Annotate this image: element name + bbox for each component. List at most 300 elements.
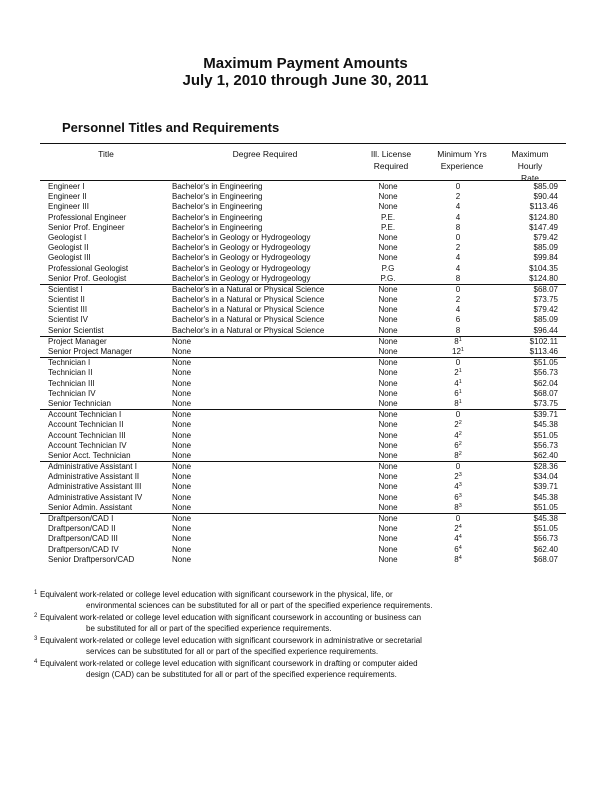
title-cell: Professional Engineer bbox=[48, 212, 127, 222]
experience-cell bbox=[440, 472, 476, 482]
rate-cell: $73.75 bbox=[533, 398, 558, 408]
license-cell: None bbox=[378, 315, 398, 325]
title-cell: Draftperson/CAD III bbox=[48, 534, 118, 544]
experience-value: 6 bbox=[454, 440, 459, 450]
experience-value: 4 bbox=[454, 430, 459, 440]
table-top-rule bbox=[40, 143, 566, 144]
footnote-marker: 1 bbox=[458, 378, 462, 385]
license-cell: P.G. bbox=[380, 273, 396, 283]
experience-value: 8 bbox=[455, 273, 461, 283]
experience-cell bbox=[440, 431, 476, 441]
rate-cell: $51.05 bbox=[533, 502, 558, 512]
table-row bbox=[40, 202, 566, 212]
license-cell: None bbox=[378, 472, 398, 482]
degree-cell: Bachelor's in a Natural or Physical Science bbox=[172, 315, 325, 325]
footnote bbox=[34, 613, 560, 634]
rate-cell: $124.80 bbox=[529, 212, 558, 222]
license-cell: None bbox=[378, 295, 398, 305]
rate-cell: $85.09 bbox=[533, 182, 558, 191]
table-row bbox=[40, 493, 566, 503]
rate-cell: $45.38 bbox=[533, 514, 558, 523]
experience-cell bbox=[440, 347, 476, 357]
degree-cell: Bachelor's in a Natural or Physical Science bbox=[172, 284, 325, 294]
table-row bbox=[40, 420, 566, 430]
rate-cell: $51.05 bbox=[533, 358, 558, 368]
column-header-license: Ill. License Required bbox=[370, 149, 412, 171]
experience-cell bbox=[440, 223, 476, 233]
experience-value: 2 bbox=[454, 368, 459, 378]
footnote-marker: 3 bbox=[458, 492, 462, 499]
title-cell: Geologist II bbox=[48, 243, 89, 253]
experience-cell bbox=[440, 482, 476, 492]
table-row bbox=[40, 223, 566, 233]
license-cell: None bbox=[378, 502, 398, 512]
experience-value: 2 bbox=[455, 192, 461, 202]
experience-value: 4 bbox=[455, 263, 461, 273]
rate-cell: $73.75 bbox=[533, 295, 558, 305]
table-row bbox=[40, 305, 566, 315]
degree-cell: None bbox=[172, 514, 192, 523]
experience-cell bbox=[440, 243, 476, 253]
experience-cell bbox=[440, 182, 476, 192]
license-cell: None bbox=[378, 243, 398, 253]
license-cell: None bbox=[378, 514, 398, 523]
title-cell: Professional Geologist bbox=[48, 263, 129, 273]
rate-cell: $56.73 bbox=[533, 534, 558, 544]
degree-cell: None bbox=[172, 388, 192, 398]
experience-cell bbox=[440, 410, 476, 420]
degree-cell: None bbox=[172, 398, 192, 408]
degree-cell: None bbox=[172, 492, 192, 502]
title-cell: Technician IV bbox=[48, 388, 96, 398]
rate-cell: $90.44 bbox=[533, 192, 558, 202]
experience-cell bbox=[440, 233, 476, 243]
table-row bbox=[40, 295, 566, 305]
table-row bbox=[40, 409, 566, 420]
license-cell: P.E. bbox=[380, 222, 396, 232]
footnote-text: Equivalent work-related or college level education with significant coursework in the physical, life, or bbox=[40, 590, 393, 599]
experience-cell bbox=[440, 524, 476, 534]
degree-cell: None bbox=[172, 462, 192, 472]
rate-cell: $34.04 bbox=[533, 472, 558, 482]
license-cell: P.G bbox=[381, 263, 395, 273]
experience-value: 4 bbox=[455, 212, 461, 222]
experience-cell bbox=[440, 295, 476, 305]
table-row bbox=[40, 441, 566, 451]
experience-value: 4 bbox=[454, 482, 459, 492]
title-cell: Account Technician III bbox=[48, 430, 126, 440]
degree-cell: Bachelor's in Engineering bbox=[172, 202, 263, 212]
experience-value: 8 bbox=[454, 398, 459, 408]
footnote-text-continued: services can be substituted for all or part of the specified experience requirements. bbox=[86, 646, 379, 656]
title-cell: Senior Acct. Technician bbox=[48, 450, 131, 460]
experience-value: 0 bbox=[455, 410, 461, 420]
footnote-number: 4 bbox=[34, 659, 38, 665]
column-header-rate: Maximum Hourly Rate bbox=[511, 149, 549, 183]
table-row bbox=[40, 524, 566, 534]
table-row bbox=[40, 284, 566, 295]
footnote-marker: 4 bbox=[458, 554, 462, 561]
degree-cell: None bbox=[172, 358, 192, 368]
table-row bbox=[40, 399, 566, 409]
title-cell: Engineer III bbox=[48, 202, 89, 212]
rate-cell: $68.07 bbox=[533, 388, 558, 398]
degree-cell: Bachelor's in a Natural or Physical Science bbox=[172, 305, 325, 315]
rate-cell: $51.05 bbox=[533, 430, 558, 440]
footnote bbox=[34, 590, 560, 611]
title-cell: Senior Prof. Geologist bbox=[48, 273, 127, 283]
experience-cell bbox=[440, 192, 476, 202]
experience-value: 6 bbox=[455, 315, 461, 325]
experience-value: 2 bbox=[455, 295, 461, 305]
footnote-marker: 1 bbox=[458, 398, 462, 405]
experience-value: 0 bbox=[455, 284, 461, 294]
experience-cell bbox=[440, 493, 476, 503]
experience-value: 6 bbox=[454, 492, 459, 502]
footnote-marker: 1 bbox=[458, 368, 462, 375]
license-cell: None bbox=[378, 336, 398, 346]
table-row bbox=[40, 503, 566, 513]
experience-value: 4 bbox=[455, 202, 461, 212]
title-cell: Engineer I bbox=[48, 182, 85, 191]
license-cell: None bbox=[378, 358, 398, 368]
footnote bbox=[34, 659, 560, 680]
experience-value: 4 bbox=[454, 378, 459, 388]
footnote bbox=[34, 636, 560, 657]
footnote-marker: 3 bbox=[458, 472, 462, 479]
experience-cell bbox=[440, 503, 476, 513]
rate-cell: $102.11 bbox=[529, 336, 558, 346]
footnote-marker: 1 bbox=[458, 336, 462, 343]
footnote-text: Equivalent work-related or college level education with significant coursework in accounting or business can bbox=[40, 613, 422, 622]
degree-cell: None bbox=[172, 440, 192, 450]
license-cell: None bbox=[378, 492, 398, 502]
license-cell: None bbox=[378, 182, 398, 191]
license-cell: None bbox=[378, 554, 398, 564]
experience-cell bbox=[440, 213, 476, 223]
experience-cell bbox=[440, 337, 476, 347]
experience-value: 0 bbox=[455, 514, 461, 523]
section-heading: Personnel Titles and Requirements bbox=[62, 120, 280, 135]
table-row bbox=[40, 326, 566, 336]
footnote-marker: 2 bbox=[458, 440, 462, 447]
experience-cell bbox=[440, 368, 476, 378]
rate-cell: $45.38 bbox=[533, 492, 558, 502]
experience-value: 8 bbox=[454, 502, 459, 512]
column-header-experience: Minimum Yrs Experience bbox=[437, 149, 487, 171]
degree-cell: None bbox=[172, 450, 192, 460]
license-cell: None bbox=[378, 388, 398, 398]
license-cell: None bbox=[378, 544, 398, 554]
rate-cell: $28.36 bbox=[533, 462, 558, 472]
experience-value: 8 bbox=[454, 450, 459, 460]
experience-cell bbox=[440, 326, 476, 336]
title-cell: Account Technician I bbox=[48, 410, 122, 420]
experience-value: 0 bbox=[455, 462, 461, 472]
degree-cell: None bbox=[172, 430, 192, 440]
footnote-marker: 2 bbox=[458, 420, 462, 427]
title-cell: Administrative Assistant II bbox=[48, 472, 140, 482]
experience-cell bbox=[440, 441, 476, 451]
experience-value: 4 bbox=[455, 253, 461, 263]
license-cell: None bbox=[378, 378, 398, 388]
degree-cell: None bbox=[172, 524, 192, 534]
license-cell: None bbox=[378, 347, 398, 356]
title-cell: Technician I bbox=[48, 358, 91, 368]
title-cell: Engineer II bbox=[48, 192, 87, 202]
rate-cell: $96.44 bbox=[533, 325, 558, 335]
license-cell: None bbox=[378, 325, 398, 335]
license-cell: P.E. bbox=[380, 212, 396, 222]
column-header-degree: Degree Required bbox=[232, 149, 298, 159]
footnote-marker: 2 bbox=[458, 450, 462, 457]
footnote-text-continued: environmental sciences can be substituted for all or part of the specified experience requirements. bbox=[86, 600, 433, 610]
footnote-marker: 2 bbox=[458, 430, 462, 437]
table-row bbox=[40, 336, 566, 347]
table-row bbox=[40, 233, 566, 243]
page-title: Maximum Payment Amounts bbox=[203, 55, 408, 72]
license-cell: None bbox=[378, 430, 398, 440]
license-cell: None bbox=[378, 482, 398, 492]
license-cell: None bbox=[378, 462, 398, 472]
rate-cell: $85.09 bbox=[533, 315, 558, 325]
experience-value: 0 bbox=[455, 232, 461, 242]
title-cell: Administrative Assistant I bbox=[48, 462, 137, 472]
title-cell: Senior Admin. Assistant bbox=[48, 502, 133, 512]
experience-cell bbox=[440, 462, 476, 472]
title-cell: Account Technician IV bbox=[48, 440, 127, 450]
experience-cell bbox=[440, 305, 476, 315]
rate-cell: $113.46 bbox=[529, 202, 558, 212]
degree-cell: Bachelor's in a Natural or Physical Science bbox=[172, 295, 325, 305]
title-cell: Senior Draftperson/CAD bbox=[48, 554, 135, 564]
license-cell: None bbox=[378, 305, 398, 315]
degree-cell: None bbox=[172, 410, 192, 420]
experience-cell bbox=[440, 514, 476, 524]
degree-cell: None bbox=[172, 534, 192, 544]
title-cell: Scientist II bbox=[48, 295, 85, 305]
title-cell: Technician II bbox=[48, 368, 93, 378]
experience-value: 4 bbox=[455, 305, 461, 315]
experience-value: 2 bbox=[455, 243, 461, 253]
experience-cell bbox=[440, 253, 476, 263]
experience-value: 8 bbox=[455, 222, 461, 232]
rate-cell: $79.42 bbox=[533, 305, 558, 315]
table-row bbox=[40, 461, 566, 472]
degree-cell: None bbox=[172, 472, 192, 482]
table-row bbox=[40, 513, 566, 524]
license-cell: None bbox=[378, 202, 398, 212]
table-row bbox=[40, 253, 566, 263]
rate-cell: $68.07 bbox=[533, 284, 558, 294]
rate-cell: $56.73 bbox=[533, 368, 558, 378]
degree-cell: None bbox=[172, 347, 192, 356]
license-cell: None bbox=[378, 192, 398, 202]
degree-cell: Bachelor's in a Natural or Physical Science bbox=[172, 325, 325, 335]
degree-cell: None bbox=[172, 554, 192, 564]
rate-cell: $45.38 bbox=[533, 420, 558, 430]
experience-value: 8 bbox=[454, 336, 459, 346]
table-row bbox=[40, 315, 566, 325]
rate-cell: $51.05 bbox=[533, 524, 558, 534]
degree-cell: None bbox=[172, 502, 192, 512]
degree-cell: Bachelor's in Geology or Hydrogeology bbox=[172, 232, 311, 242]
table-row bbox=[40, 379, 566, 389]
table-row bbox=[40, 243, 566, 253]
experience-cell bbox=[440, 534, 476, 544]
footnote-marker: 3 bbox=[458, 502, 462, 509]
degree-cell: Bachelor's in Geology or Hydrogeology bbox=[172, 253, 311, 263]
degree-cell: None bbox=[172, 336, 192, 346]
table-row bbox=[40, 555, 566, 565]
table-row bbox=[40, 545, 566, 555]
footnote-marker: 4 bbox=[458, 534, 462, 541]
title-cell: Senior Prof. Engineer bbox=[48, 222, 125, 232]
experience-cell bbox=[440, 379, 476, 389]
table-row bbox=[40, 357, 566, 368]
title-cell: Technician III bbox=[48, 378, 95, 388]
experience-cell bbox=[440, 420, 476, 430]
experience-cell bbox=[440, 451, 476, 461]
header-bottom-rule bbox=[40, 180, 566, 181]
experience-cell bbox=[440, 389, 476, 399]
footnote-text: Equivalent work-related or college level education with significant coursework in administrative or secretarial bbox=[40, 636, 422, 645]
title-cell: Geologist I bbox=[48, 232, 87, 242]
degree-cell: Bachelor's in Engineering bbox=[172, 192, 263, 202]
experience-value: 2 bbox=[454, 472, 459, 482]
rate-cell: $62.40 bbox=[533, 450, 558, 460]
experience-cell bbox=[440, 315, 476, 325]
degree-cell: Bachelor's in Engineering bbox=[172, 182, 263, 191]
table-row bbox=[40, 534, 566, 544]
license-cell: None bbox=[378, 253, 398, 263]
license-cell: None bbox=[378, 524, 398, 534]
rate-cell: $56.73 bbox=[533, 440, 558, 450]
degree-cell: Bachelor's in Engineering bbox=[172, 212, 263, 222]
title-cell: Scientist I bbox=[48, 284, 83, 294]
table-row bbox=[40, 347, 566, 357]
table-row bbox=[40, 451, 566, 461]
experience-cell bbox=[440, 358, 476, 368]
title-cell: Account Technician II bbox=[48, 420, 124, 430]
table-row bbox=[40, 274, 566, 284]
license-cell: None bbox=[378, 450, 398, 460]
footnote-text-continued: be substituted for all or part of the specified experience requirements. bbox=[86, 623, 332, 633]
title-cell: Draftperson/CAD II bbox=[48, 524, 116, 534]
experience-cell bbox=[440, 545, 476, 555]
degree-cell: None bbox=[172, 378, 192, 388]
title-cell: Administrative Assistant III bbox=[48, 482, 142, 492]
experience-value: 2 bbox=[454, 524, 459, 534]
experience-value: 0 bbox=[455, 182, 461, 191]
rate-cell: $79.42 bbox=[533, 232, 558, 242]
title-cell: Draftperson/CAD I bbox=[48, 514, 114, 523]
degree-cell: None bbox=[172, 544, 192, 554]
footnote-marker: 3 bbox=[458, 482, 462, 489]
degree-cell: None bbox=[172, 420, 192, 430]
rate-cell: $85.09 bbox=[533, 243, 558, 253]
footnote-marker: 4 bbox=[458, 524, 462, 531]
payment-table bbox=[40, 182, 566, 565]
experience-value: 0 bbox=[455, 358, 461, 368]
table-row bbox=[40, 192, 566, 202]
experience-cell bbox=[440, 274, 476, 284]
title-cell: Geologist III bbox=[48, 253, 91, 263]
degree-cell: Bachelor's in Geology or Hydrogeology bbox=[172, 243, 311, 253]
experience-value: 6 bbox=[454, 544, 459, 554]
degree-cell: Bachelor's in Geology or Hydrogeology bbox=[172, 263, 311, 273]
title-cell: Scientist IV bbox=[48, 315, 89, 325]
table-row bbox=[40, 182, 566, 192]
experience-value: 8 bbox=[454, 554, 459, 564]
title-cell: Draftperson/CAD IV bbox=[48, 544, 119, 554]
footnote-marker: 1 bbox=[460, 347, 464, 353]
rate-cell: $113.46 bbox=[529, 347, 558, 356]
title-cell: Administrative Assistant IV bbox=[48, 492, 143, 502]
table-row bbox=[40, 482, 566, 492]
experience-cell bbox=[440, 399, 476, 409]
footnotes bbox=[34, 590, 560, 682]
experience-value: 4 bbox=[454, 534, 459, 544]
footnote-number: 3 bbox=[34, 636, 38, 642]
rate-cell: $62.04 bbox=[533, 378, 558, 388]
license-cell: None bbox=[378, 440, 398, 450]
degree-cell: Bachelor's in Engineering bbox=[172, 222, 263, 232]
title-cell: Senior Project Manager bbox=[48, 347, 133, 356]
experience-value: 8 bbox=[455, 325, 461, 335]
footnote-marker: 4 bbox=[458, 544, 462, 551]
license-cell: None bbox=[378, 398, 398, 408]
experience-cell bbox=[440, 202, 476, 212]
rate-cell: $68.07 bbox=[533, 554, 558, 564]
rate-cell: $62.40 bbox=[533, 544, 558, 554]
title-cell: Project Manager bbox=[48, 336, 107, 346]
license-cell: None bbox=[378, 284, 398, 294]
rate-cell: $124.80 bbox=[529, 273, 558, 283]
column-header-title: Title bbox=[98, 149, 114, 159]
table-row bbox=[40, 368, 566, 378]
license-cell: None bbox=[378, 420, 398, 430]
rate-cell: $39.71 bbox=[533, 410, 558, 420]
table-row bbox=[40, 389, 566, 399]
table-row bbox=[40, 213, 566, 223]
title-cell: Senior Scientist bbox=[48, 325, 104, 335]
license-cell: None bbox=[378, 368, 398, 378]
degree-cell: Bachelor's in Geology or Hydrogeology bbox=[172, 273, 311, 283]
table-row bbox=[40, 431, 566, 441]
experience-cell bbox=[440, 555, 476, 565]
footnote-number: 1 bbox=[34, 590, 38, 596]
table-row bbox=[40, 472, 566, 482]
experience-value: 12 bbox=[452, 347, 461, 356]
table-row bbox=[40, 264, 566, 274]
footnote-number: 2 bbox=[34, 613, 38, 619]
footnote-text: Equivalent work-related or college level education with significant coursework in drafting or computer aided bbox=[40, 659, 418, 668]
rate-cell: $39.71 bbox=[533, 482, 558, 492]
experience-cell bbox=[440, 285, 476, 295]
rate-cell: $147.49 bbox=[529, 222, 558, 232]
footnote-marker: 1 bbox=[458, 388, 462, 395]
title-cell: Scientist III bbox=[48, 305, 88, 315]
license-cell: None bbox=[378, 410, 398, 420]
experience-value: 2 bbox=[454, 420, 459, 430]
license-cell: None bbox=[378, 534, 398, 544]
experience-cell bbox=[440, 264, 476, 274]
rate-cell: $99.84 bbox=[533, 253, 558, 263]
license-cell: None bbox=[378, 232, 398, 242]
date-range: July 1, 2010 through June 30, 2011 bbox=[182, 72, 429, 89]
degree-cell: None bbox=[172, 482, 192, 492]
